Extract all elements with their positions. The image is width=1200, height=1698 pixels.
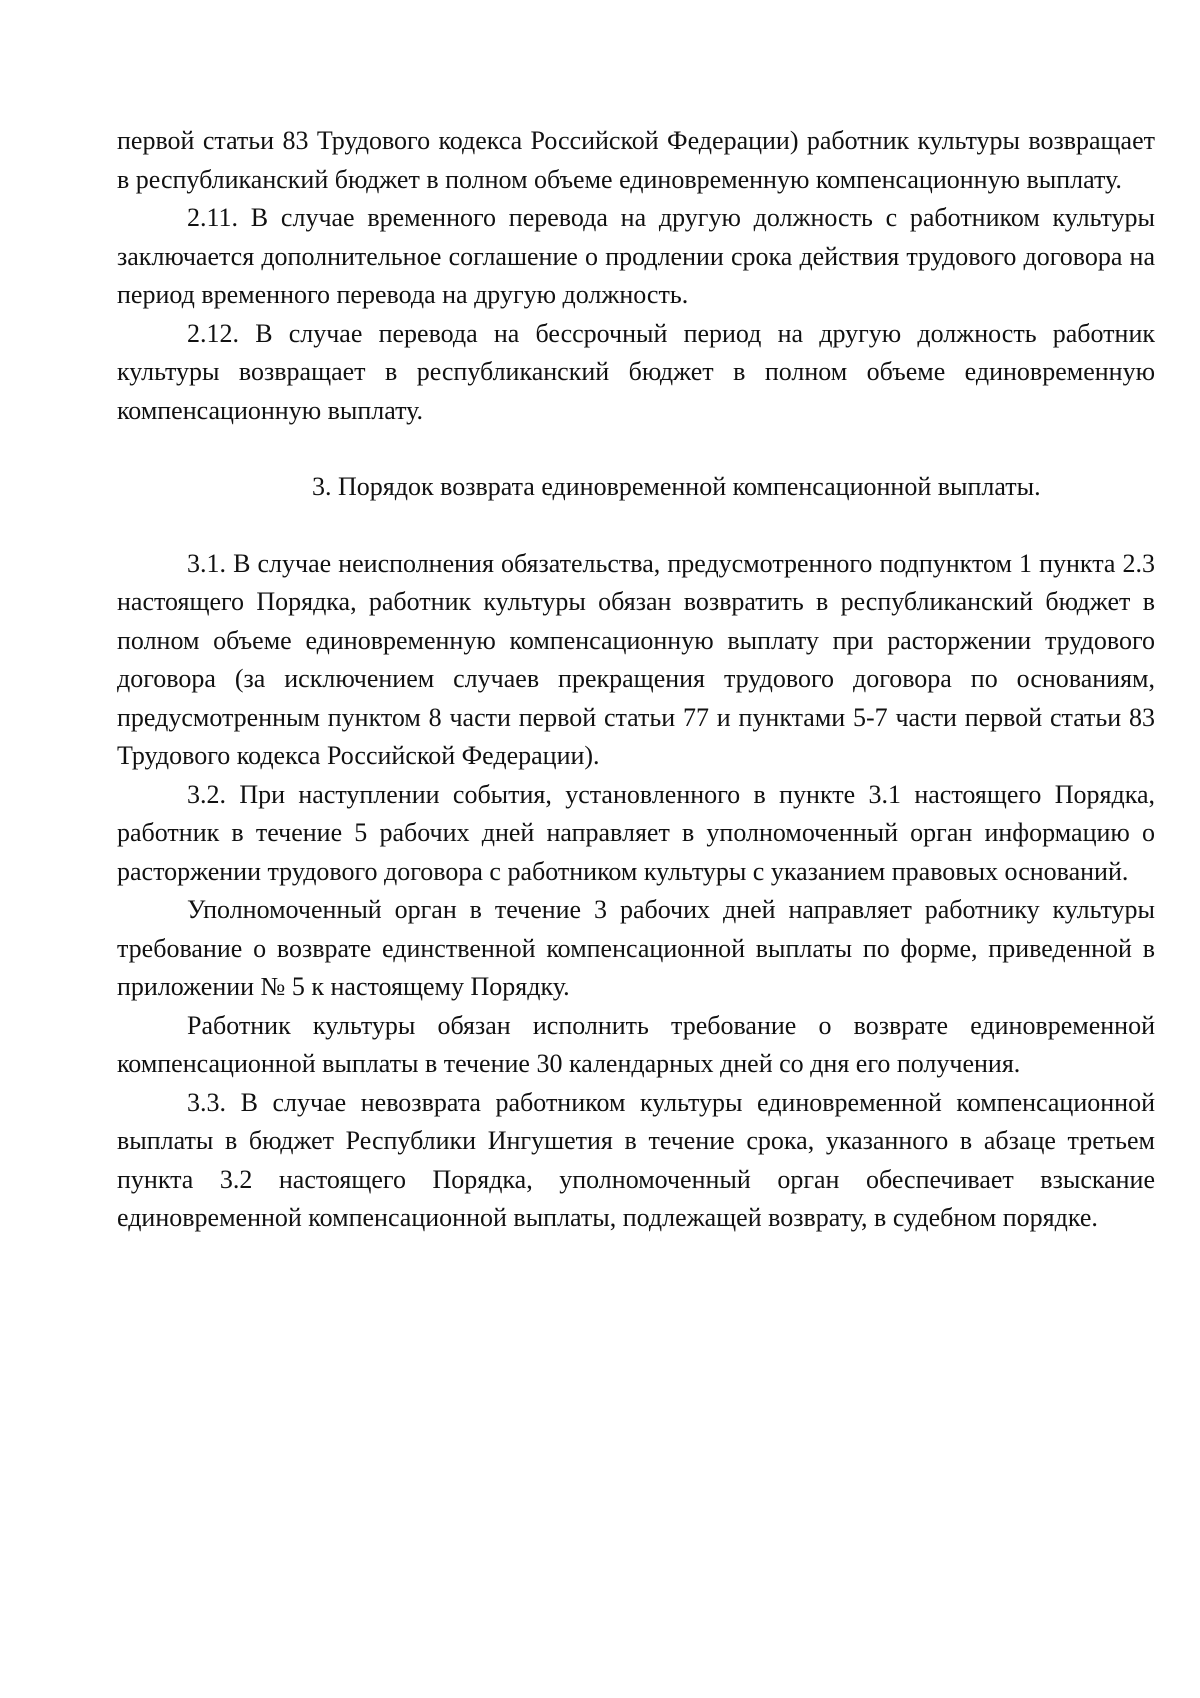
paragraph-3-2: 3.2. При наступлении события, установленного в пункте 3.1 настоящего Порядка, работник в течение 5 рабочих дней направляет в уполномоченный орган информацию о расторжении трудового договора с работником культуры с указанием правовых оснований. — [117, 779, 1155, 886]
paragraph-2-12: 2.12. В случае перевода на бессрочный период на другую должность работник культуры возвращает в республиканский бюджет в полном объеме единовременную компенсационную выплату. — [117, 318, 1155, 425]
paragraph-3-2-obligation: Работник культуры обязан исполнить требование о возврате единовременной компенсационной выплаты в течение 30 календарных дней со дня его получения. — [117, 1010, 1155, 1078]
paragraph-continuation-2-10: первой статьи 83 Трудового кодекса Российской Федерации) работник культуры возвращает в республиканский бюджет в полном объеме единовременную компенсационную выплату. — [117, 126, 1155, 194]
paragraph-3-2-authority: Уполномоченный орган в течение 3 рабочих дней направляет работнику культуры требование о возврате единственной компенсационной выплаты по форме, приведенной в приложении № 5 к настоящему Порядку. — [117, 895, 1155, 1001]
paragraph-3-1: 3.1. В случае неисполнения обязательства, предусмотренного подпунктом 1 пункта 2.3 настоящего Порядка, работник культуры обязан возвратить в республиканский бюджет в полном объеме единовременную компенсационную выплату при расторжении трудового договора (за исключением случаев прекращения трудового договора по основаниям, предусмотренным пунктом 8 части первой статьи 77 и пунктами 5-7 части первой статьи 83 Трудового кодекса Российской Федерации). — [117, 548, 1155, 770]
paragraph-2-11: 2.11. В случае временного перевода на другую должность с работником культуры заключается дополнительное соглашение о продлении срока действия трудового договора на период временного перевода на другую должность. — [117, 203, 1155, 309]
section-3-heading: 3. Порядок возврата единовременной компенсационной выплаты. — [312, 472, 1041, 501]
document-page — [117, 122, 1155, 1238]
paragraph-3-3: 3.3. В случае невозврата работником культуры единовременной компенсационной выплаты в бюджет Республики Ингушетия в течение срока, указанного в абзаце третьем пункта 3.2 настоящего Порядка, уполномоченный орган обеспечивает взыскание единовременной компенсационной выплаты, подлежащей возврату, в судебном порядке. — [117, 1087, 1155, 1232]
